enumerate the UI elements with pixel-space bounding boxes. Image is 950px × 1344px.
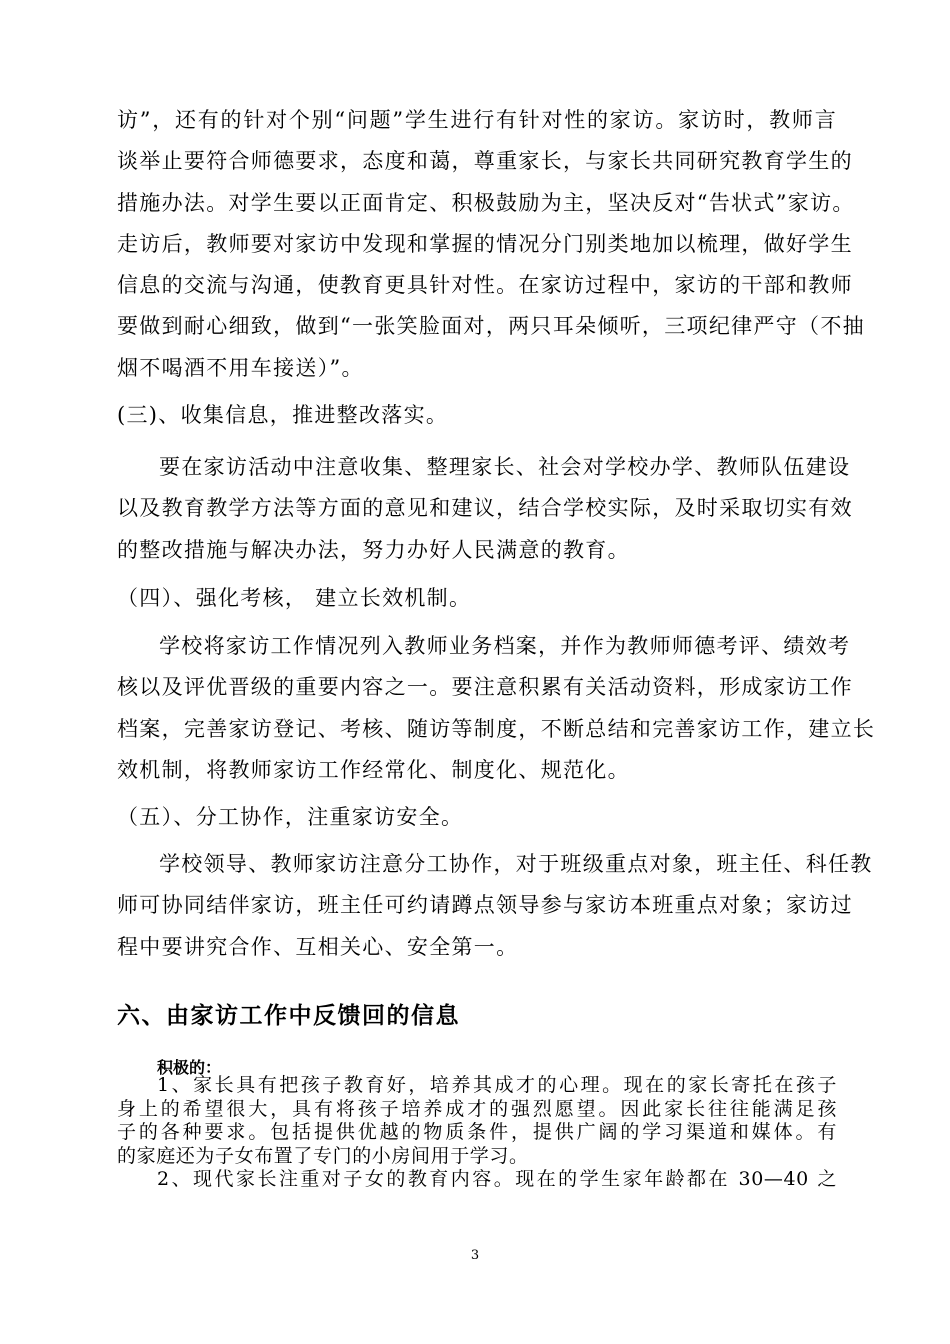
label-positive: 积极的： <box>157 1058 222 1077</box>
section-heading-3 <box>117 405 837 426</box>
paragraph-feedback <box>117 1076 837 1194</box>
paragraph-home-visit-conduct <box>117 108 865 399</box>
chapter-heading-6: 六、由家访工作中反馈回的信息 <box>117 1002 460 1029</box>
text-line: 2、现代家长注重对子女的教育内容。现在的学生家年龄都在 30—40 之 <box>157 1168 837 1191</box>
text-line: 效机制，将教师家访工作经常化、制度化、规范化。 <box>117 757 630 782</box>
text-line: 走访后，教师要对家访中发现和掌握的情况分门别类地加以梳理，做好学生 <box>117 231 853 256</box>
text-line: 烟不喝酒不用车接送）”。 <box>117 355 364 380</box>
paragraph-assessment <box>117 634 876 801</box>
text-line: 档案，完善家访登记、考核、随访等制度，不断总结和完善家访工作，建立长 <box>117 716 876 741</box>
text-line: 的整改措施与解决办法，努力办好人民满意的教育。 <box>117 537 630 562</box>
paragraph-collect-info <box>117 455 853 581</box>
text-line: 的家庭还为子女布置了专门的小房间用于学习。 <box>117 1144 529 1167</box>
text-line: 程中要讲究合作、互相关心、安全第一。 <box>117 934 519 959</box>
section-title: (三)、收集信息，推进整改落实。 <box>117 403 449 427</box>
text-line: 以及教育教学方法等方面的意见和建议，结合学校实际，及时采取切实有效 <box>117 496 853 521</box>
text-line: 访”，还有的针对个别“问题”学生进行有针对性的家访。家访时，教师言 <box>117 108 837 132</box>
text-line: 身上的希望很大，具有将孩子培养成才的强烈愿望。因此家长往往能满足孩 <box>117 1097 837 1120</box>
section-heading-5 <box>117 807 837 828</box>
section-title: （四）、强化考核， 建立长效机制。 <box>117 586 472 610</box>
paragraph-cooperation <box>117 852 873 978</box>
text-line: 学校领导、教师家访注意分工协作，对于班级重点对象，班主任、科任教 <box>159 852 873 876</box>
text-line: 1、家长具有把孩子教育好，培养其成才的心理。现在的家长寄托在孩子 <box>157 1074 837 1096</box>
text-line: 核以及评优晋级的重要内容之一。要注意积累有关活动资料，形成家访工作 <box>117 675 853 700</box>
section-heading-4 <box>117 588 837 609</box>
text-line: 要做到耐心细致，做到“一张笑脸面对，两只耳朵倾听，三项纪律严守（不抽 <box>117 314 865 339</box>
section-title: （五）、分工协作，注重家访安全。 <box>117 805 464 829</box>
text-line: 谈举止要符合师德要求，态度和蔼，尊重家长，与家长共同研究教育学生的 <box>117 149 853 174</box>
text-line: 要在家访活动中注意收集、整理家长、社会对学校办学、教师队伍建设 <box>159 455 851 479</box>
text-line: 信息的交流与沟通，使教育更具针对性。在家访过程中，家访的干部和教师 <box>117 273 853 298</box>
text-line: 学校将家访工作情况列入教师业务档案，并作为教师师德考评、绩效考 <box>159 634 851 658</box>
text-line: 子的各种要求。包括提供优越的物质条件，提供广阔的学习渠道和媒体。有 <box>117 1121 837 1144</box>
page-number: 3 <box>470 1248 480 1263</box>
text-line: 措施办法。对学生要以正面肯定、积极鼓励为主，坚决反对“告状式”家访。 <box>117 190 855 215</box>
text-line: 师可协同结伴家访，班主任可约请蹲点领导参与家访本班重点对象；家访过 <box>117 893 853 918</box>
